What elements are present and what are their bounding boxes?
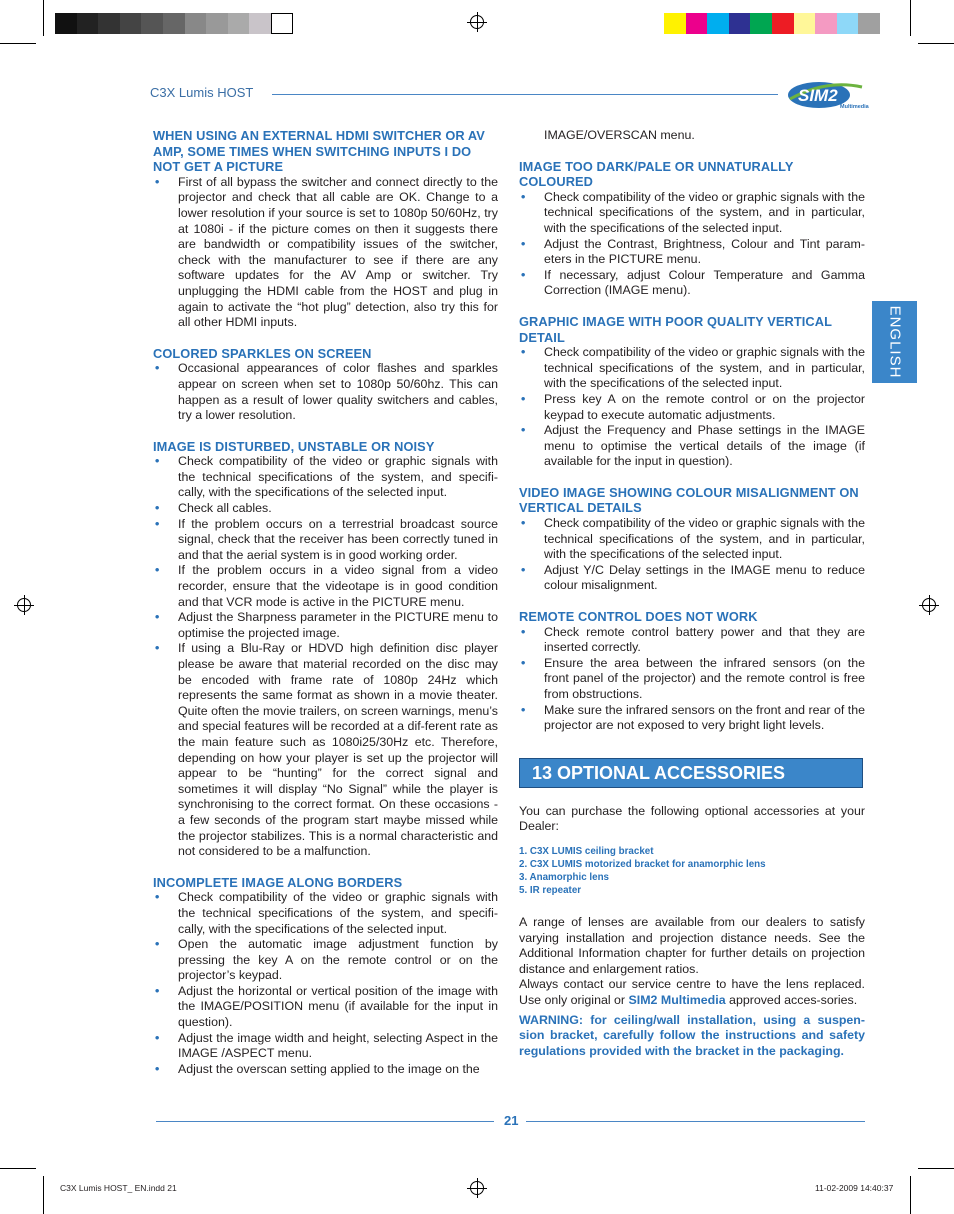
logo-subtext: Multimedia	[840, 104, 869, 110]
bullet-list	[519, 190, 865, 299]
slug-filename: C3X Lumis HOST_ EN.indd 21	[60, 1183, 177, 1193]
color-swatch	[858, 13, 880, 34]
color-swatch	[772, 13, 794, 34]
registration-mark-icon	[17, 598, 31, 612]
section-colored-sparkles	[153, 346, 498, 424]
section-hdmi-switcher	[153, 128, 498, 331]
section-image-too-dark	[519, 159, 865, 299]
footer-rule-left	[156, 1121, 494, 1122]
list-item: 3. Anamorphic lens	[519, 871, 610, 883]
section-title: REMOTE CONTROL DOES NOT WORK	[519, 609, 758, 625]
crop-mark	[0, 1168, 36, 1169]
color-swatch	[815, 13, 837, 34]
crop-mark	[910, 0, 911, 36]
section-incomplete-image	[153, 875, 498, 1078]
list-item: • Check compatibility of the video or graphic signals with the technical specifications of the system, and in particular, with the specifications of the selected input.	[519, 345, 865, 392]
list-item: • Open the automatic image adjustment function by pressing the key A on the remote control or on the projector’s keypad.	[153, 937, 498, 984]
logo-text: SIM2	[798, 86, 838, 105]
section-image-disturbed	[153, 439, 498, 860]
list-item: • Check all cables.	[153, 501, 498, 517]
list-item: 5. IR repeater	[519, 884, 582, 896]
gray-swatch	[120, 13, 142, 34]
bullet-list	[153, 361, 498, 423]
service-paragraph	[519, 977, 865, 1008]
language-tab-label: ENGLISH	[886, 305, 903, 379]
list-item: • If the problem occurs in a video signal from a video recorder, ensure that the videotape is in good condition and that VCR mode is active in the PICTURE menu.	[153, 563, 498, 610]
gray-swatch	[55, 13, 77, 34]
gray-swatch	[249, 13, 271, 34]
color-swatch	[707, 13, 729, 34]
crop-mark	[918, 43, 954, 44]
section-title: IMAGE TOO DARK/PALE OR UNNATURALLY COLOURED	[519, 158, 794, 190]
warning-text: WARNING: for ceiling/wall installation, using a suspen-sion bracket, carefully follow the instructions and safety regulations provided with the bracket in the packaging.	[519, 1012, 865, 1058]
gray-swatch	[98, 13, 120, 34]
list-item: • Press key A on the remote control or on the projector keypad to execute automatic adjustments.	[519, 392, 865, 423]
service-text: approved acces-sories.	[729, 992, 858, 1007]
right-column	[519, 128, 865, 1059]
gray-swatch	[271, 13, 293, 34]
gray-swatch	[163, 13, 185, 34]
crop-mark	[918, 1168, 954, 1169]
list-item: • Check compatibility of the video or graphic signals with the technical specifications of the system, and specifi-cally, with the specifications of the selected input.	[153, 454, 498, 501]
color-swatch	[729, 13, 751, 34]
bullet-list	[153, 890, 498, 1077]
gray-swatch	[77, 13, 99, 34]
crop-mark	[0, 43, 36, 44]
sim2-logo	[786, 77, 869, 111]
registration-mark-icon	[470, 15, 484, 29]
bullet-list	[519, 516, 865, 594]
section-title: VIDEO IMAGE SHOWING COLOUR MISALIGNMENT ON VERTICAL DETAILS	[519, 484, 859, 516]
gray-swatch	[206, 13, 228, 34]
color-swatch	[686, 13, 708, 34]
list-item: • Adjust the Sharpness parameter in the PICTURE menu to optimise the projected image.	[153, 610, 498, 641]
crop-mark	[43, 1176, 44, 1214]
registration-mark-icon	[922, 598, 936, 612]
gray-swatch	[141, 13, 163, 34]
list-item: • Adjust the horizontal or vertical position of the image with the IMAGE/POSITION menu (if available for the input in question).	[153, 984, 498, 1031]
continuation-text: IMAGE/OVERSCAN menu.	[544, 128, 695, 142]
list-item: • Check remote control battery power and that they are inserted correctly.	[519, 625, 865, 656]
list-item: • Occasional appearances of color flashes and sparkles appear on screen when set to 1080p 50/60hz. This can happen as a result of lower quality switchers and cables, try a lower resolution.	[153, 361, 498, 423]
list-item: • First of all bypass the switcher and connect directly to the projector and check that all cable are OK. Change to a lower resolution if your source is set to 1080p 50/60Hz, try at 1080i - if the picture comes on then it suggests there are bandwidth or compatibility issues of the switcher, check with the manufacturer to see if there are any software updates for the AV Amp or switcher. Try unplugging the HDMI cable from the HOST and plug in again to activate the “hot plug” detection, also try this for all other HDMI inputs.	[153, 175, 498, 331]
language-tab	[872, 301, 917, 383]
crop-mark	[43, 0, 44, 36]
section-title: GRAPHIC IMAGE WITH POOR QUALITY VERTICAL DETAIL	[519, 313, 832, 345]
header-title: C3X Lumis HOST	[150, 85, 254, 100]
bullet-list	[519, 345, 865, 470]
section-graphic-image	[519, 314, 865, 470]
crop-mark	[910, 1176, 911, 1214]
bullet-list	[153, 175, 498, 331]
color-swatch	[664, 13, 686, 34]
list-item: 2. C3X LUMIS motorized bracket for anamorphic lens	[519, 858, 766, 870]
accessories-list	[519, 845, 865, 897]
section-remote-control	[519, 609, 865, 734]
registration-mark-icon	[470, 1181, 484, 1195]
gray-swatch	[228, 13, 250, 34]
list-item: • Check compatibility of the video or graphic signals with the technical specifications of the system, and in particular, with the specifications of the selected input.	[519, 516, 865, 563]
lenses-paragraph: A range of lenses are available from our dealers to satisfy varying installation and projection distance needs. See the Additional Information chapter for further details on projection distance and enlargement ratios.	[519, 914, 865, 976]
gray-swatch	[185, 13, 207, 34]
list-item: • Make sure the infrared sensors on the front and rear of the projector are not exposed to very bright light levels.	[519, 703, 865, 734]
brand-name: SIM2 Multimedia	[628, 992, 726, 1007]
accessories-intro: You can purchase the following optional accessories at your Dealer:	[519, 803, 865, 834]
list-item: • Adjust Y/C Delay settings in the IMAGE menu to reduce colour misalignment.	[519, 563, 865, 594]
slug-timestamp: 11-02-2009 14:40:37	[815, 1183, 894, 1193]
page-number: 21	[504, 1113, 519, 1128]
list-item: • If necessary, adjust Colour Temperature and Gamma Correction (IMAGE menu).	[519, 268, 865, 299]
list-item: 1. C3X LUMIS ceiling bracket	[519, 845, 654, 857]
color-swatch	[837, 13, 859, 34]
color-swatch	[750, 13, 772, 34]
bullet-list	[519, 625, 865, 734]
list-item: • Ensure the area between the infrared sensors (on the front panel of the projector) and the remote control is free from obstructions.	[519, 656, 865, 703]
bullet-list	[153, 454, 498, 859]
list-item: • Adjust the image width and height, selecting Aspect in the IMAGE /ASPECT menu.	[153, 1031, 498, 1062]
service-text: Always contact our service centre to have the lens replaced. Use only original or	[519, 977, 865, 1007]
header-rule	[272, 94, 778, 95]
list-item: • Adjust the Frequency and Phase settings in the IMAGE menu to optimise the vertical details of the image (if available for the input in question).	[519, 423, 865, 470]
list-item: • If using a Blu-Ray or HDVD high definition disc player please be aware that material recorded on the disc may be encoded with frame rate of 1080p 24Hz which represents the same format as shown in a movie theater. Quite often the movie trailers, on screen warnings, menu’s and special features will be recorded at a dif-ferent rate as the main feature such as 1080i25/30Hz etc. Therefore, depending on how your player is set up the projector will appear to be “hunting” for the correct signal and sometimes it will display “No Signal” while the player is synchronising to the correct format. On these occasions - a few seconds of the program start maybe missed while the projector stabilizes. This is a normal characteristic and not considered to be a malfunction.	[153, 641, 498, 859]
list-item: • Adjust the Contrast, Brightness, Colour and Tint param-eters in the PICTURE menu.	[519, 237, 865, 268]
chapter-heading: 13 OPTIONAL ACCESSORIES	[519, 758, 863, 788]
section-title: COLORED SPARKLES ON SCREEN	[153, 345, 372, 361]
section-colour-misalignment	[519, 485, 865, 594]
color-swatch	[794, 13, 816, 34]
list-item: • Adjust the overscan setting applied to the image on the	[153, 1062, 498, 1078]
list-item: • If the problem occurs on a terrestrial broadcast source signal, check that the receiver has been correctly tuned in and that the aerial system is in good working order.	[153, 517, 498, 564]
section-title: IMAGE IS DISTURBED, UNSTABLE OR NOISY	[153, 438, 435, 454]
list-item: • Check compatibility of the video or graphic signals with the technical specifications of the system, and specifi-cally, with the specifications of the selected input.	[153, 890, 498, 937]
list-item: • Check compatibility of the video or graphic signals with the technical specifications of the system, and in particular, with the specifications of the selected input.	[519, 190, 865, 237]
section-title: WHEN USING AN EXTERNAL HDMI SWITCHER OR AV AMP, SOME TIMES WHEN SWITCHING INPUTS I DO NOT GET A PICTURE	[153, 128, 485, 175]
left-column	[153, 128, 498, 1077]
section-title: INCOMPLETE IMAGE ALONG BORDERS	[153, 874, 403, 890]
footer-rule-right	[526, 1121, 865, 1122]
